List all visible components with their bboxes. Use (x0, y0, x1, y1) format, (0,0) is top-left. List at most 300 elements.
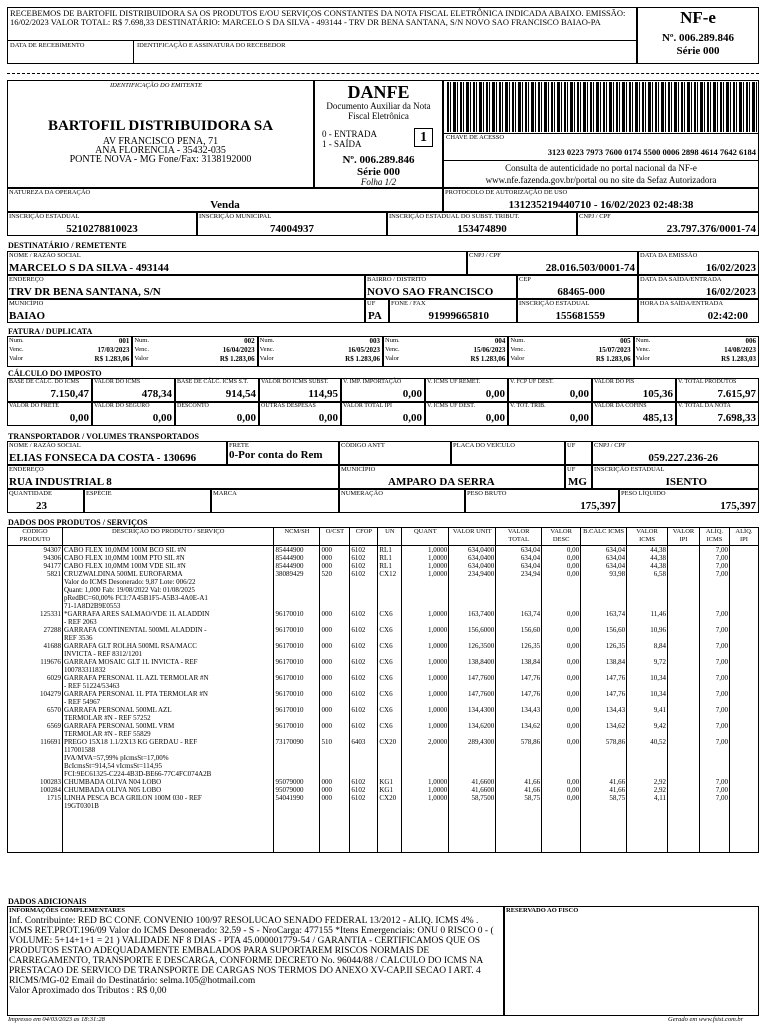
produto-cell: 147,76 (496, 690, 542, 706)
produtos-header-cell: QUANT (402, 528, 449, 546)
produto-cell: 58,7500 (449, 794, 496, 810)
produto-filler-cell (62, 810, 274, 850)
produto-row (8, 562, 759, 570)
transp-name: ELIAS FONSECA DA COSTA - 130696 (9, 452, 197, 464)
imposto-value: 0,00 (569, 388, 589, 400)
iest-label: INSCRIÇÃO ESTADUAL DO SUBST. TRIBUT. (389, 213, 520, 220)
produto-cell: 0,00 (542, 554, 581, 562)
produto-cell: GARRAFA PERSONAL 1L AZL TERMOLAR #N - REF 51224/53463 (62, 674, 274, 690)
produto-cell: 6029 (8, 674, 63, 690)
produto-cell: 6102 (350, 562, 378, 570)
fatura-field-value: 002 (244, 337, 255, 345)
generated-footer: Gerado em www.fsist.com.br (668, 1016, 744, 1023)
produto-cell: 6102 (350, 570, 378, 610)
produto-cell: 1,0000 (402, 786, 449, 794)
danfe-tipo: 1 (414, 128, 433, 147)
produto-cell: 634,04 (581, 562, 627, 570)
produto-cell (668, 610, 700, 626)
produtos-header-cell: VALOR ICMS (627, 528, 668, 546)
produto-cell: CABO FLEX 10,0MM 100M PTO SIL #N (62, 554, 274, 562)
fatura-field-value: 16/04/2023 (222, 346, 255, 354)
produto-cell: 634,0400 (449, 554, 496, 562)
produtos-header-cell: ALÍQ. ICMS (699, 528, 729, 546)
produto-cell: 9,42 (627, 722, 668, 738)
dest-exit-date: 16/02/2023 (705, 286, 756, 298)
transp-municipio: AMPARO DA SERRA (388, 476, 495, 488)
imposto-label: VALOR DA COFINS (594, 403, 647, 409)
produto-cell: 578,86 (496, 738, 542, 778)
transp-peso-liquido: 175,397 (720, 500, 756, 512)
produto-cell: 634,0400 (449, 562, 496, 570)
produto-cell: 119676 (8, 658, 63, 674)
produto-cell: 41,6600 (449, 786, 496, 794)
produto-cell: 0,00 (542, 562, 581, 570)
produto-cell: 104279 (8, 690, 63, 706)
produto-cell: 000 (320, 674, 350, 690)
produto-bottom-cell (496, 850, 542, 852)
fatura-field-label: Venc. (9, 346, 24, 353)
produto-row (8, 778, 759, 786)
emitter-name: BARTOFIL DISTRIBUIDORA SA (47, 118, 274, 134)
imposto-label: VALOR DO FRETE (9, 403, 59, 409)
imposto-label: OUTRAS DESPESAS (261, 403, 316, 409)
fatura-field-label: Num. (134, 337, 149, 344)
imposto-label: V. TOTAL PRODUTOS (678, 379, 737, 385)
transp-section: TRANSPORTADOR / VOLUMES TRANSPORTADOS (8, 432, 199, 441)
produto-cell: 44,38 (627, 554, 668, 562)
produto-cell: 156,60 (581, 626, 627, 642)
produto-cell (729, 546, 758, 555)
produto-cell: 126,35 (581, 642, 627, 658)
produto-cell: CHUMBADA OLIVA N04 LOBO (62, 778, 274, 786)
produto-cell: CX20 (378, 738, 402, 778)
produto-cell: 96170010 (274, 642, 320, 658)
produto-cell: 147,76 (581, 690, 627, 706)
receipt-number: Nº. 006.289.846 (661, 32, 735, 44)
produtos-header-cell: ALÍQ. IPI (729, 528, 758, 546)
protocol-label: PROTOCOLO DE AUTORIZAÇÃO DE USO (445, 189, 568, 196)
ie-value: 5210278810023 (66, 223, 138, 235)
produto-cell: 6102 (350, 786, 378, 794)
receipt-sign-label: IDENTIFICAÇÃO E ASSINATURA DO RECEBEDOR (137, 42, 286, 49)
produto-cell (668, 570, 700, 610)
produto-cell: 41,66 (581, 786, 627, 794)
fatura-field-label: Valor (259, 355, 274, 362)
produto-filler-cell (320, 810, 350, 850)
dest-bairro: NOVO SAO FRANCISCO (367, 286, 494, 298)
produto-cell: 6102 (350, 778, 378, 786)
dest-phone: 91999665810 (428, 310, 489, 322)
produto-bottom-cell (668, 850, 700, 852)
produto-cell (729, 690, 758, 706)
transp-address: RUA INDUSTRIAL 8 (9, 476, 112, 488)
receipt-date-label: DATA DE RECEBIMENTO (10, 42, 85, 49)
produto-cell: 634,04 (581, 546, 627, 555)
fatura-field-label: Venc. (134, 346, 149, 353)
produto-cell: 000 (320, 610, 350, 626)
fatura-field-label: Venc. (635, 346, 651, 353)
produto-cell: 1,0000 (402, 610, 449, 626)
produto-cell: GARRAFA PERSONAL 500ML VRM TERMOLAR #N - REF 55829 (62, 722, 274, 738)
produto-cell (668, 794, 700, 810)
transp-uf: MG (568, 476, 587, 488)
produto-bottom-cell (378, 850, 402, 852)
produto-cell: RL1 (378, 562, 402, 570)
produto-filler-cell (496, 810, 542, 850)
produto-cell: 1,0000 (402, 562, 449, 570)
transp-ie: ISENTO (665, 476, 707, 488)
produto-cell: 234,9400 (449, 570, 496, 610)
fatura-field-value: 006 (745, 337, 756, 345)
fatura-field-label: Valor (134, 355, 149, 362)
produto-cell (729, 794, 758, 810)
nature-label: NATUREZA DA OPERAÇÃO (9, 189, 91, 196)
dest-address: TRV DR BENA SANTANA, S/N (9, 286, 161, 298)
imposto-value: 0,00 (402, 388, 422, 400)
imposto-label: DESCONTO (177, 403, 209, 409)
produto-cell: 1,0000 (402, 546, 449, 555)
produto-cell: CRUZWALDINA 500ML EUROFARMA Valor do ICMS Desonerado: 9,87 Lote: 006/22 Quant: 1,000 Fab: 19/08/2022 Val: 01/08/2025 pRedBC=60,00% FCI:7A45B1F5-A5B3-4A0E-A1 71-1A8D2B9E0553 (62, 570, 274, 610)
produto-cell: 7,00 (699, 570, 729, 610)
produto-filler-cell (668, 810, 700, 850)
fatura-field-label: Num. (510, 337, 525, 344)
produto-row (8, 722, 759, 738)
imposto-label: V. TOTAL DA NOTA (678, 403, 731, 409)
produto-cell: 000 (320, 562, 350, 570)
produto-cell: 7,00 (699, 610, 729, 626)
produto-bottom-cell (542, 850, 581, 852)
receipt-nfe: NF-e (680, 8, 716, 27)
produto-bottom-cell (449, 850, 496, 852)
fatura-field-label: Valor (510, 355, 525, 362)
produto-cell: 234,94 (496, 570, 542, 610)
fatura-field-value: 001 (118, 337, 130, 345)
produto-cell: 1,0000 (402, 778, 449, 786)
produto-cell (668, 690, 700, 706)
produto-cell: 1,0000 (402, 658, 449, 674)
produto-cell: 6102 (350, 554, 378, 562)
receipt-text: RECEBEMOS DE BARTOFIL DISTRIBUIDORA SA OS PRODUTOS E/OU SERVIÇOS CONSTANTES DA NOTA FISCAL ELETRÔNICA INDICADA ABAIXO. EMISSÃO: 16/02/2023 VALOR TOTAL: R$ 7.698,33 DESTINATÁRIO: MARCELO S DA SILVA - 493144 - TRV DR BENA SANTANA, S/N NOVO SAO FRANCISCO BAIAO-PA (10, 8, 626, 27)
produtos-header-cell: O/CST (320, 528, 350, 546)
produto-filler-cell (729, 810, 758, 850)
produto-cell: 6102 (350, 610, 378, 626)
produto-cell: 96170010 (274, 690, 320, 706)
fatura-field-label: Valor (635, 355, 650, 362)
produto-cell: CX6 (378, 690, 402, 706)
transp-cnpj: 059.227.236-26 (648, 452, 718, 464)
produto-cell: CX6 (378, 722, 402, 738)
produto-row (8, 642, 759, 658)
fatura-field-value: 14/08/2023 (724, 346, 756, 354)
produto-cell: 163,74 (581, 610, 627, 626)
produto-bottom-cell (350, 850, 378, 852)
produto-cell: 54041990 (274, 794, 320, 810)
produto-cell: 163,74 (496, 610, 542, 626)
produto-cell: 1,0000 (402, 722, 449, 738)
produto-cell: CX12 (378, 570, 402, 610)
produto-cell (729, 778, 758, 786)
produto-cell: 85444900 (274, 554, 320, 562)
access-key: 3123 0223 7973 7600 0174 5500 0006 2898 4614 7642 6184 (547, 147, 756, 157)
produto-cell: 000 (320, 658, 350, 674)
imposto-value: 0,00 (152, 412, 172, 424)
produto-cell: PREGO 15X18 1.1/2X13 KG GERDAU - REF 117001588 IVA/MVA=57,99% pIcmsSt=17,00% BcIcmsSt=914,54 vIcmsSt=114,95 FCI:9EC61325-C224-4B3D-BE66-77C4FC074A2B (62, 738, 274, 778)
produto-cell: 0,00 (542, 626, 581, 642)
ie-label: INSCRIÇÃO ESTADUAL (9, 213, 80, 220)
produto-row (8, 546, 759, 555)
produto-cell (668, 786, 700, 794)
produto-bottom-cell (581, 850, 627, 852)
emitter-id-label: IDENTIFICAÇÃO DO EMITENTE (110, 82, 203, 89)
produto-filler-cell (627, 810, 668, 850)
produto-filler-cell (581, 810, 627, 850)
access-consult1: Consulta de autenticidade no portal nacional da NF-e (505, 163, 697, 173)
produto-cell: 96170010 (274, 626, 320, 642)
produto-cell (668, 706, 700, 722)
produto-row (8, 738, 759, 778)
produto-cell: 7,00 (699, 794, 729, 810)
imposto-value: 7.150,47 (50, 388, 89, 400)
produto-cell (729, 738, 758, 778)
produto-cell: 289,4300 (449, 738, 496, 778)
produto-cell: 134,6200 (449, 722, 496, 738)
imposto-label: VALOR DO PIS (594, 379, 635, 385)
danfe-entrada: 0 - ENTRADA (322, 129, 377, 139)
fatura-field-value: 15/06/2023 (473, 346, 506, 354)
produto-cell: 41,66 (496, 786, 542, 794)
produto-cell: 6102 (350, 658, 378, 674)
produtos-header-cell: VALOR IPI (668, 528, 700, 546)
produto-cell (668, 546, 700, 555)
produto-row (8, 794, 759, 810)
emitter-line3: PONTE NOVA - MG Fone/Fax: 3138192000 (69, 154, 252, 165)
produto-cell: 0,00 (542, 690, 581, 706)
produto-cell: 138,84 (496, 658, 542, 674)
produto-cell: 125331 (8, 610, 63, 626)
produto-bottom-row (8, 850, 759, 852)
fatura-field-label: Venc. (385, 346, 400, 353)
produto-cell (668, 562, 700, 570)
produto-cell (729, 722, 758, 738)
produto-row (8, 554, 759, 562)
produto-bottom-cell (62, 850, 274, 852)
produto-cell: GARRAFA GLT ROLHA 500ML RSA/MACC INVICTA - REF 8312/1201 (62, 642, 274, 658)
imposto-value: 105,36 (642, 388, 673, 400)
produto-cell: 100283 (8, 778, 63, 786)
produto-cell: 7,00 (699, 690, 729, 706)
emitter-line1: AV FRANCISCO PENA, 71 (102, 136, 219, 147)
barcode-image (447, 82, 757, 132)
produto-cell: 44,38 (627, 546, 668, 555)
fatura-field-value: 17/03/2023 (97, 346, 130, 354)
imposto-section: CÁLCULO DO IMPOSTO (8, 369, 102, 378)
produto-cell: 6102 (350, 706, 378, 722)
dest-hour: 02:42:00 (707, 310, 748, 322)
produto-cell: 95079000 (274, 778, 320, 786)
produto-cell: 10,96 (627, 626, 668, 642)
produto-cell: 126,35 (496, 642, 542, 658)
imposto-label: BASE DE CÁLC. DO ICMS (9, 379, 80, 385)
produto-cell: 6,58 (627, 570, 668, 610)
produto-cell: 134,43 (496, 706, 542, 722)
danfe-number: Nº. 006.289.846 (342, 154, 415, 166)
produto-cell: 147,76 (581, 674, 627, 690)
produto-cell: 0,00 (542, 570, 581, 610)
produto-cell: 000 (320, 690, 350, 706)
produto-cell: 156,60 (496, 626, 542, 642)
produto-cell: 7,00 (699, 658, 729, 674)
produto-cell: 44,38 (627, 562, 668, 570)
produto-row (8, 690, 759, 706)
access-label: CHAVE DE ACESSO (446, 134, 505, 141)
produto-cell: 147,7600 (449, 674, 496, 690)
produto-cell: 10,34 (627, 674, 668, 690)
produto-cell: CHUMBADA OLIVA N05 LOBO (62, 786, 274, 794)
dest-cep: 68465-000 (557, 286, 605, 298)
produto-cell: 9,41 (627, 706, 668, 722)
produto-cell: 7,00 (699, 778, 729, 786)
danfe-folha: Folha 1/2 (360, 177, 397, 187)
produto-cell: 9,72 (627, 658, 668, 674)
produto-cell: 7,00 (699, 554, 729, 562)
produto-cell: 6102 (350, 674, 378, 690)
produto-cell: 634,04 (581, 554, 627, 562)
produto-filler-cell (449, 810, 496, 850)
produto-cell: 6403 (350, 738, 378, 778)
fatura-section: FATURA / DUPLICATA (8, 327, 93, 336)
cnpj-value: 23.797.376/0001-74 (666, 223, 756, 235)
produto-cell: 634,04 (496, 554, 542, 562)
danfe-subtitle: Documento Auxiliar da Nota Fiscal Eletrônica (326, 101, 431, 121)
produto-cell (668, 674, 700, 690)
produto-cell: 2,92 (627, 786, 668, 794)
produto-cell: 1,0000 (402, 674, 449, 690)
produto-cell: 0,00 (542, 658, 581, 674)
produto-cell: CX20 (378, 794, 402, 810)
imposto-label: V. ICMS UF REMET. (427, 379, 481, 385)
fatura-field-label: Num. (385, 337, 400, 344)
produto-filler-cell (378, 810, 402, 850)
produto-cell: 0,00 (542, 674, 581, 690)
produto-cell: 126,3500 (449, 642, 496, 658)
produto-cell (668, 554, 700, 562)
produto-cell: 6102 (350, 690, 378, 706)
produtos-table (7, 527, 759, 853)
produto-cell: 7,00 (699, 706, 729, 722)
produto-cell (729, 642, 758, 658)
produto-cell: 7,00 (699, 738, 729, 778)
produto-cell (729, 610, 758, 626)
produto-row (8, 706, 759, 722)
produto-cell: 41,6600 (449, 778, 496, 786)
produto-cell (729, 706, 758, 722)
imposto-label: VALOR DO SEGURO (94, 403, 150, 409)
im-label: INSCRIÇÃO MUNICIPAL (199, 213, 272, 220)
produto-cell: 2,0000 (402, 738, 449, 778)
produto-cell: 1715 (8, 794, 63, 810)
produto-cell: 6570 (8, 706, 63, 722)
produto-cell: 134,43 (581, 706, 627, 722)
produto-cell: 000 (320, 786, 350, 794)
produto-cell (729, 562, 758, 570)
produto-cell: 7,00 (699, 626, 729, 642)
imposto-value: 0,00 (318, 412, 338, 424)
produto-cell: 41,66 (581, 778, 627, 786)
produto-cell: 7,00 (699, 642, 729, 658)
produto-cell: 134,62 (496, 722, 542, 738)
produto-cell (729, 658, 758, 674)
produto-cell: CABO FLEX 10,0MM 100M VDE SIL #N (62, 562, 274, 570)
produto-cell: LINHA PESCA BCA GRILON 100M 030 - REF 19GT0301B (62, 794, 274, 810)
produto-cell: GARRAFA PERSONAL 500ML AZL TERMOLAR #N - REF 57252 (62, 706, 274, 722)
produto-row (8, 570, 759, 610)
dest-municipio: BAIAO (9, 310, 46, 322)
produto-cell: 95079000 (274, 786, 320, 794)
produto-cell: 1,0000 (402, 706, 449, 722)
produto-cell: 0,00 (542, 722, 581, 738)
protocol-value: 131235219440710 - 16/02/2023 02:48:38 (508, 199, 694, 211)
produto-cell: 40,52 (627, 738, 668, 778)
imposto-label: V. TOT. TRIB. (510, 403, 546, 409)
dest-emission: 16/02/2023 (705, 262, 756, 274)
imposto-value: 0,00 (236, 412, 256, 424)
produtos-header-cell: CFOP (350, 528, 378, 546)
produto-cell (729, 554, 758, 562)
danfe-saida: 1 - SAÍDA (322, 139, 362, 149)
imposto-value: 0,00 (569, 412, 589, 424)
produto-cell (729, 626, 758, 642)
produto-cell: 634,0400 (449, 546, 496, 555)
dest-uf: PA (368, 310, 382, 322)
reservado-fisco-label: RESERVADO AO FISCO (506, 907, 579, 914)
fatura-field-label: Venc. (259, 346, 275, 353)
produtos-header-cell: VALOR UNIT (449, 528, 496, 546)
produto-cell: 96170010 (274, 706, 320, 722)
produto-cell: 2,92 (627, 778, 668, 786)
fatura-field-value: 16/05/2023 (348, 346, 380, 354)
produto-cell: 5821 (8, 570, 63, 610)
produto-cell: RL1 (378, 546, 402, 555)
produto-cell: 1,0000 (402, 690, 449, 706)
produto-cell: 000 (320, 706, 350, 722)
produto-row (8, 658, 759, 674)
produto-filler-cell (8, 810, 63, 850)
produto-cell: 85444900 (274, 562, 320, 570)
produto-cell: CABO FLEX 10,0MM 100M BCO SIL #N (62, 546, 274, 555)
produto-bottom-cell (8, 850, 63, 852)
fatura-field-value: 005 (620, 337, 631, 345)
produto-cell (668, 642, 700, 658)
produto-cell: KG1 (378, 778, 402, 786)
produto-cell: KG1 (378, 786, 402, 794)
produtos-header-row (8, 528, 759, 546)
produto-cell: *GARRAFA ARES SALMAO/VDE 1L ALADDIN - REF 2063 (62, 610, 274, 626)
produto-row (8, 610, 759, 626)
imposto-value: 114,95 (308, 388, 338, 400)
imposto-value: 0,00 (485, 388, 505, 400)
transp-peso-bruto: 175,397 (580, 500, 616, 512)
imposto-label: BASE DE CÁLC. ICMS S.T. (177, 379, 249, 385)
produto-cell: 8,84 (627, 642, 668, 658)
im-value: 74004937 (270, 223, 314, 235)
produto-cell: 1,0000 (402, 642, 449, 658)
produto-cell: GARRAFA MOSAIC GLT 1L INVICTA - REF 100783311832 (62, 658, 274, 674)
printed-footer: Impresso em 04/03/2023 as 18:31:28 (8, 1016, 105, 1023)
fatura-field-value: 003 (369, 337, 380, 345)
produto-cell: 520 (320, 570, 350, 610)
produto-cell: 0,00 (542, 786, 581, 794)
produto-cell: 000 (320, 642, 350, 658)
